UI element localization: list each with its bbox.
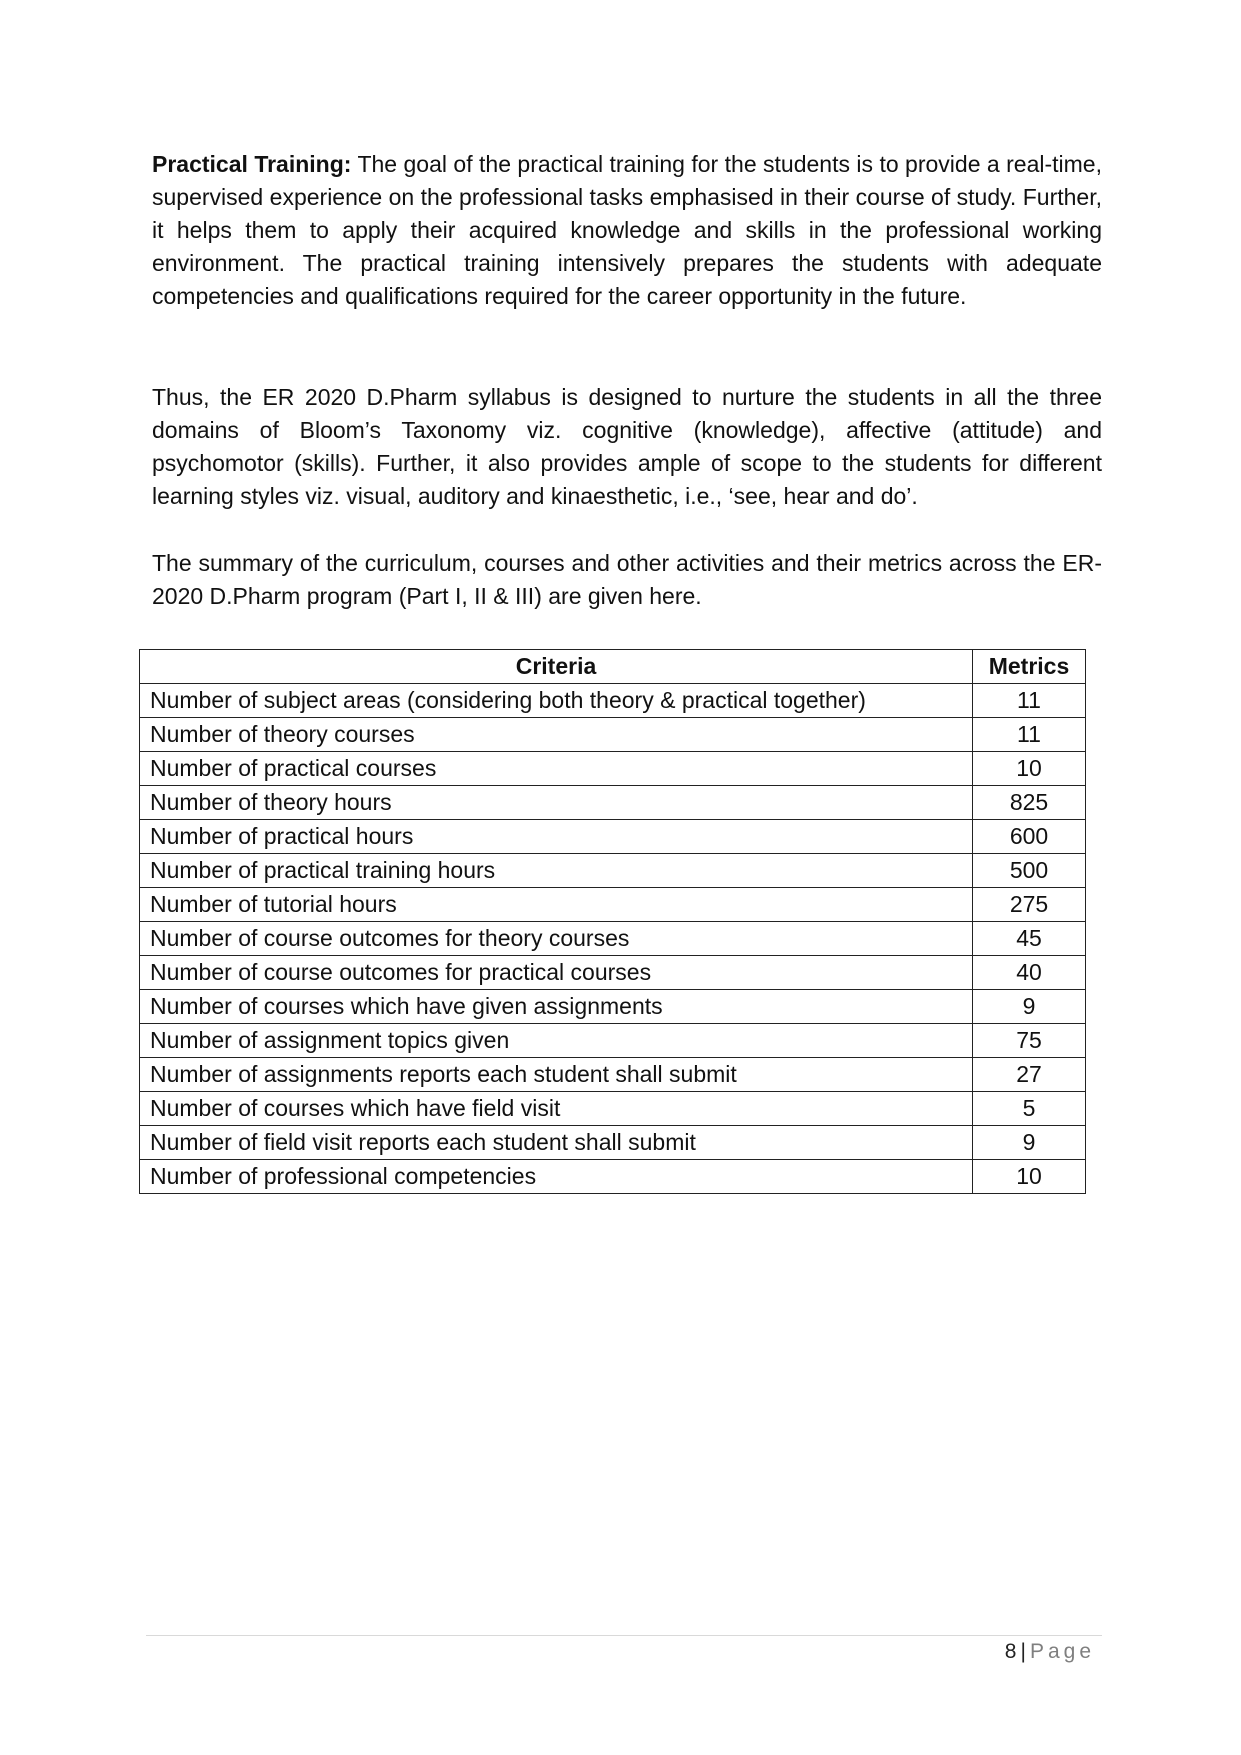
page-label: Page	[1029, 1640, 1095, 1663]
metric-value-cell: 10	[973, 752, 1086, 786]
practical-training-paragraph	[152, 148, 1102, 313]
metric-value-cell: 825	[973, 786, 1086, 820]
table-row	[140, 684, 1086, 718]
footer-divider	[146, 1635, 1102, 1636]
table-row	[140, 854, 1086, 888]
criteria-cell: Number of practical courses	[140, 752, 973, 786]
metrics-header: Metrics	[973, 650, 1086, 684]
metric-value-cell: 40	[973, 956, 1086, 990]
page-footer	[1005, 1638, 1095, 1666]
table-row	[140, 1126, 1086, 1160]
practical-training-text: The goal of the practical training for the students is to provide a real-time, supervised experience on the professional tasks emphasised in their course of study. Further, it helps them to apply their acquired knowledge and skills in the professional working environment. The practical training intensively prepares the students with adequate competencies and qualifications required for the career opportunity in the future.	[152, 151, 1102, 309]
page-number: 8	[1004, 1640, 1017, 1663]
table-row	[140, 922, 1086, 956]
criteria-header: Criteria	[140, 650, 973, 684]
criteria-cell: Number of subject areas (considering both theory & practical together)	[140, 684, 973, 718]
table-body	[140, 684, 1086, 1194]
metric-value-cell: 9	[973, 990, 1086, 1024]
metric-value-cell: 75	[973, 1024, 1086, 1058]
metric-value-cell: 275	[973, 888, 1086, 922]
metric-value-cell: 11	[973, 718, 1086, 752]
blooms-taxonomy-paragraph: Thus, the ER 2020 D.Pharm syllabus is designed to nurture the students in all the three domains of Bloom’s Taxonomy viz. cognitive (knowledge), affective (attitude) and psychomotor (skills). Further, it also provides ample of scope to the students for different learning styles viz. visual, auditory and kinaesthetic, i.e., ‘see, hear and do’.	[152, 384, 1102, 509]
criteria-cell: Number of professional competencies	[140, 1160, 973, 1194]
table-row	[140, 752, 1086, 786]
table-row	[140, 990, 1086, 1024]
table-row	[140, 718, 1086, 752]
table-row	[140, 1160, 1086, 1194]
table-header-row	[140, 650, 1086, 684]
criteria-cell: Number of courses which have given assignments	[140, 990, 973, 1024]
criteria-cell: Number of practical hours	[140, 820, 973, 854]
practical-training-heading: Practical Training:	[152, 151, 352, 177]
metric-value-cell: 45	[973, 922, 1086, 956]
table-row	[140, 1058, 1086, 1092]
metric-value-cell: 9	[973, 1126, 1086, 1160]
table-row	[140, 888, 1086, 922]
curriculum-metrics-table	[139, 649, 1086, 1194]
table-row	[140, 956, 1086, 990]
metric-value-cell: 600	[973, 820, 1086, 854]
criteria-cell: Number of course outcomes for theory courses	[140, 922, 973, 956]
criteria-cell: Number of assignments reports each student shall submit	[140, 1058, 973, 1092]
summary-intro-paragraph: The summary of the curriculum, courses and other activities and their metrics across the ER-2020 D.Pharm program (Part I, II & III) are given here.	[152, 550, 1102, 609]
table-row	[140, 820, 1086, 854]
criteria-cell: Number of practical training hours	[140, 854, 973, 888]
footer-separator: |	[1020, 1640, 1026, 1663]
table-row	[140, 786, 1086, 820]
metric-value-cell: 500	[973, 854, 1086, 888]
criteria-cell: Number of assignment topics given	[140, 1024, 973, 1058]
metric-value-cell: 27	[973, 1058, 1086, 1092]
table-row	[140, 1024, 1086, 1058]
metric-value-cell: 11	[973, 684, 1086, 718]
criteria-cell: Number of theory courses	[140, 718, 973, 752]
criteria-cell: Number of field visit reports each student shall submit	[140, 1126, 973, 1160]
criteria-cell: Number of course outcomes for practical courses	[140, 956, 973, 990]
criteria-cell: Number of tutorial hours	[140, 888, 973, 922]
criteria-cell: Number of courses which have field visit	[140, 1092, 973, 1126]
criteria-cell: Number of theory hours	[140, 786, 973, 820]
metric-value-cell: 10	[973, 1160, 1086, 1194]
table-row	[140, 1092, 1086, 1126]
metric-value-cell: 5	[973, 1092, 1086, 1126]
